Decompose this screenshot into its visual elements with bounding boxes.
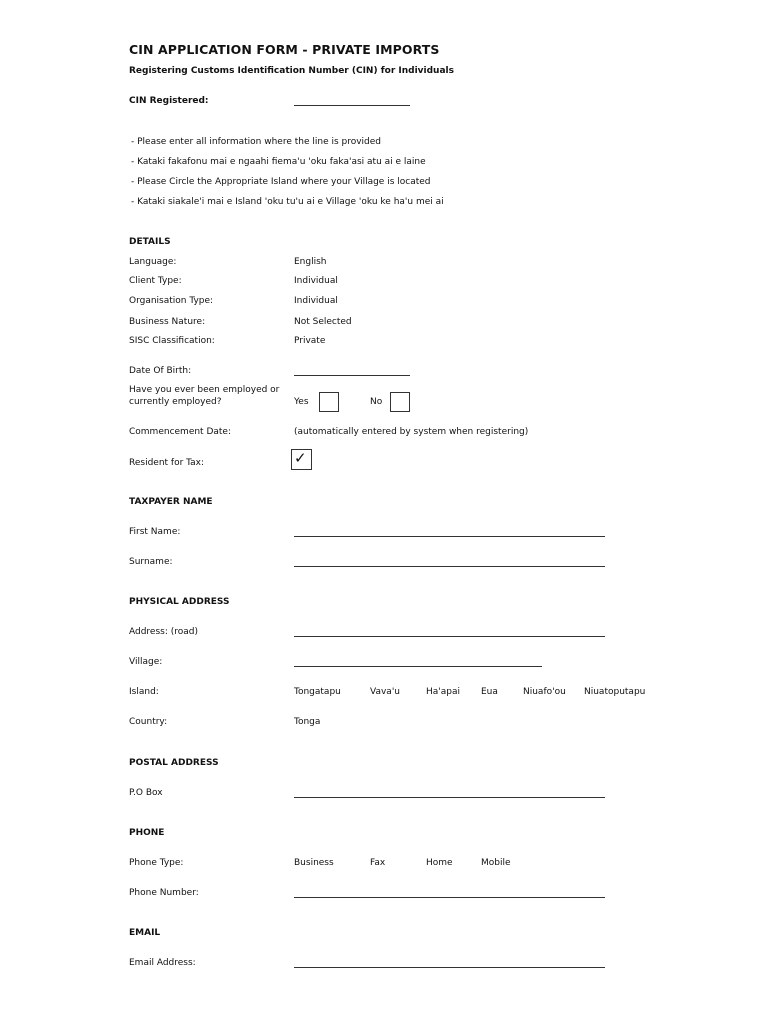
island-option-tongatapu[interactable]: Tongatapu [294,687,341,697]
details-heading: DETAILS [129,237,171,247]
address-road-field[interactable] [294,636,605,637]
phone-type-label: Phone Type: [129,858,184,868]
dob-label: Date Of Birth: [129,366,192,376]
phone-type-home[interactable]: Home [426,858,453,868]
island-label: Island: [129,687,159,697]
phone-number-label: Phone Number: [129,888,199,898]
employed-label-line2: currently employed? [129,397,222,407]
island-option-niuafoou[interactable]: Niuafo'ou [523,687,566,697]
phone-type-mobile[interactable]: Mobile [481,858,511,868]
first-name-label: First Name: [129,527,181,537]
client-type-label: Client Type: [129,276,182,286]
dob-field[interactable] [294,375,410,376]
commencement-date-label: Commencement Date: [129,427,231,437]
language-value: English [294,257,327,267]
form-title: CIN APPLICATION FORM - PRIVATE IMPORTS [129,42,440,57]
sisc-classification-value: Private [294,336,326,346]
phone-number-field[interactable] [294,897,605,898]
cin-registered-label: CIN Registered: [129,96,209,106]
email-heading: EMAIL [129,928,161,938]
surname-label: Surname: [129,557,173,567]
po-box-label: P.O Box [129,788,163,798]
phone-heading: PHONE [129,828,165,838]
commencement-date-value: (automatically entered by system when registering) [294,427,529,437]
form-subtitle: Registering Customs Identification Number (CIN) for Individuals [129,66,454,76]
employed-label-line1: Have you ever been employed or [129,385,280,395]
employed-no-checkbox[interactable] [390,392,410,412]
employed-yes-label: Yes [294,397,309,407]
employed-yes-checkbox[interactable] [319,392,339,412]
instruction-4: - Kataki siakale'i mai e Island 'oku tu'u ai e Village 'oku ke ha'u mei ai [131,197,444,207]
email-address-label: Email Address: [129,958,196,968]
phone-type-business[interactable]: Business [294,858,334,868]
organisation-type-value: Individual [294,296,338,306]
phone-type-fax[interactable]: Fax [370,858,386,868]
country-value: Tonga [294,717,321,727]
taxpayer-name-heading: TAXPAYER NAME [129,497,213,507]
instruction-2: - Kataki fakafonu mai e ngaahi fiema'u 'oku faka'asi atu ai e laine [131,157,426,167]
island-option-haapai[interactable]: Ha'apai [426,687,461,697]
instruction-3: - Please Circle the Appropriate Island where your Village is located [131,177,431,187]
surname-field[interactable] [294,566,605,567]
island-option-niuatoputapu[interactable]: Niuatoputapu [584,687,646,697]
employed-no-label: No [370,397,383,407]
resident-for-tax-checkbox[interactable] [291,449,312,470]
country-label: Country: [129,717,168,727]
physical-address-heading: PHYSICAL ADDRESS [129,597,230,607]
island-option-eua[interactable]: Eua [481,687,498,697]
instruction-1: - Please enter all information where the line is provided [131,137,382,147]
email-address-field[interactable] [294,967,605,968]
checkmark-icon: ✓ [294,449,307,467]
business-nature-value: Not Selected [294,317,352,327]
business-nature-label: Business Nature: [129,317,206,327]
resident-for-tax-label: Resident for Tax: [129,458,205,468]
postal-address-heading: POSTAL ADDRESS [129,758,219,768]
village-label: Village: [129,657,163,667]
sisc-classification-label: SISC Classification: [129,336,215,346]
client-type-value: Individual [294,276,338,286]
organisation-type-label: Organisation Type: [129,296,214,306]
language-label: Language: [129,257,177,267]
cin-registered-field[interactable] [294,105,410,106]
po-box-field[interactable] [294,797,605,798]
address-road-label: Address: (road) [129,627,198,637]
first-name-field[interactable] [294,536,605,537]
village-field[interactable] [294,666,542,667]
island-option-vavau[interactable]: Vava'u [370,687,400,697]
